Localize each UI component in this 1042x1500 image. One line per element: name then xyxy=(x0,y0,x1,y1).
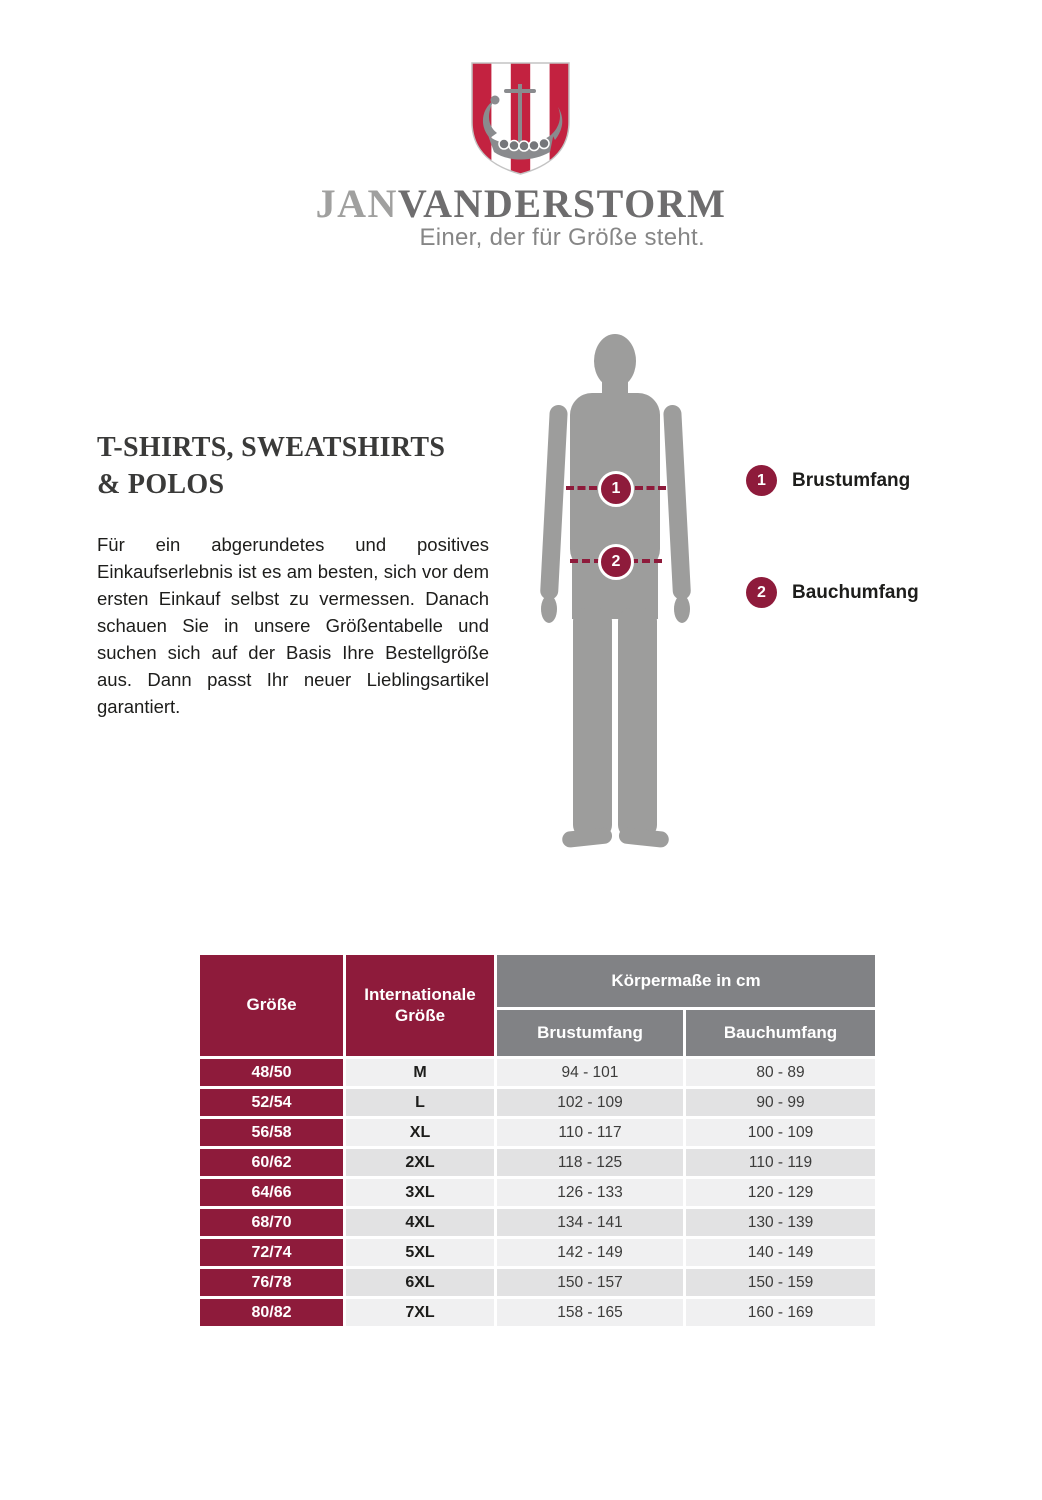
waist-marker-badge: 2 xyxy=(598,544,634,580)
size-table-row xyxy=(200,1209,875,1236)
chest-range-cell: 110 - 117 xyxy=(497,1119,683,1146)
chest-range-cell: 134 - 141 xyxy=(497,1209,683,1236)
col-header-chest: Brustumfang xyxy=(497,1010,683,1056)
waist-range-cell: 140 - 149 xyxy=(686,1239,875,1266)
size-table-row xyxy=(200,1119,875,1146)
intl-size-cell: XL xyxy=(346,1119,494,1146)
waist-range-cell: 160 - 169 xyxy=(686,1299,875,1326)
size-cell: 80/82 xyxy=(200,1299,343,1326)
legend-number-2-icon: 2 xyxy=(746,577,777,608)
size-table-row xyxy=(200,1149,875,1176)
size-table-row xyxy=(200,1239,875,1266)
section-heading-line2: & POLOS xyxy=(97,469,225,500)
size-table-row xyxy=(200,1179,875,1206)
intl-size-cell: 7XL xyxy=(346,1299,494,1326)
body-silhouette xyxy=(528,333,703,858)
chest-marker-badge: 1 xyxy=(598,471,634,507)
brand-name-first: JAN xyxy=(315,181,398,226)
col-header-intl-size: Internationale Größe xyxy=(346,955,494,1056)
legend-label-waist: Bauchumfang xyxy=(792,581,919,603)
intl-size-cell: 6XL xyxy=(346,1269,494,1296)
section-heading xyxy=(97,429,445,503)
section-heading-line1: T-SHIRTS, SWEATSHIRTS xyxy=(97,432,446,463)
size-cell: 72/74 xyxy=(200,1239,343,1266)
waist-range-cell: 110 - 119 xyxy=(686,1149,875,1176)
waist-range-cell: 130 - 139 xyxy=(686,1209,875,1236)
col-header-body-measurements: Körpermaße in cm xyxy=(497,955,875,1007)
size-cell: 60/62 xyxy=(200,1149,343,1176)
col-header-waist: Bauchumfang xyxy=(686,1010,875,1056)
waist-range-cell: 150 - 159 xyxy=(686,1269,875,1296)
size-cell: 48/50 xyxy=(200,1059,343,1086)
size-cell: 64/66 xyxy=(200,1179,343,1206)
brand-name-rest: VANDERSTORM xyxy=(397,181,727,226)
size-table-body xyxy=(200,1059,875,1326)
size-table xyxy=(197,952,878,1329)
legend-item-chest xyxy=(746,465,910,496)
size-cell: 56/58 xyxy=(200,1119,343,1146)
size-cell: 52/54 xyxy=(200,1089,343,1116)
chest-range-cell: 150 - 157 xyxy=(497,1269,683,1296)
intl-size-cell: 3XL xyxy=(346,1179,494,1206)
chest-range-cell: 126 - 133 xyxy=(497,1179,683,1206)
chest-range-cell: 94 - 101 xyxy=(497,1059,683,1086)
size-cell: 68/70 xyxy=(200,1209,343,1236)
intl-size-cell: 4XL xyxy=(346,1209,494,1236)
waist-range-cell: 80 - 89 xyxy=(686,1059,875,1086)
size-cell: 76/78 xyxy=(200,1269,343,1296)
size-table-row xyxy=(200,1299,875,1326)
waist-range-cell: 120 - 129 xyxy=(686,1179,875,1206)
brand-wordmark xyxy=(0,180,1042,227)
size-table-row xyxy=(200,1269,875,1296)
legend-number-1-icon: 1 xyxy=(746,465,777,496)
brand-logo-shield-icon xyxy=(468,60,573,177)
intl-size-cell: 2XL xyxy=(346,1149,494,1176)
chest-range-cell: 102 - 109 xyxy=(497,1089,683,1116)
intl-size-cell: M xyxy=(346,1059,494,1086)
chest-range-cell: 158 - 165 xyxy=(497,1299,683,1326)
size-table-row xyxy=(200,1059,875,1086)
size-table-row xyxy=(200,1089,875,1116)
col-header-size: Größe xyxy=(200,955,343,1056)
legend-label-chest: Brustumfang xyxy=(792,469,911,491)
intro-paragraph: Für ein abgerundetes und positives Einkaufserlebnis ist es am besten, sich vor dem ersten Einkauf selbst zu vermessen. Danach schauen Sie in unsere Größentabelle und suchen sich auf der Basis Ihre Bestellgröße aus. Dann passt Ihr neuer Lieblingsartikel garantiert. xyxy=(97,534,489,717)
intl-size-cell: 5XL xyxy=(346,1239,494,1266)
legend-item-waist xyxy=(746,577,919,608)
chest-range-cell: 118 - 125 xyxy=(497,1149,683,1176)
brand-tagline: Einer, der für Größe steht. xyxy=(419,224,705,251)
waist-range-cell: 100 - 109 xyxy=(686,1119,875,1146)
waist-range-cell: 90 - 99 xyxy=(686,1089,875,1116)
intl-size-cell: L xyxy=(346,1089,494,1116)
chest-range-cell: 142 - 149 xyxy=(497,1239,683,1266)
